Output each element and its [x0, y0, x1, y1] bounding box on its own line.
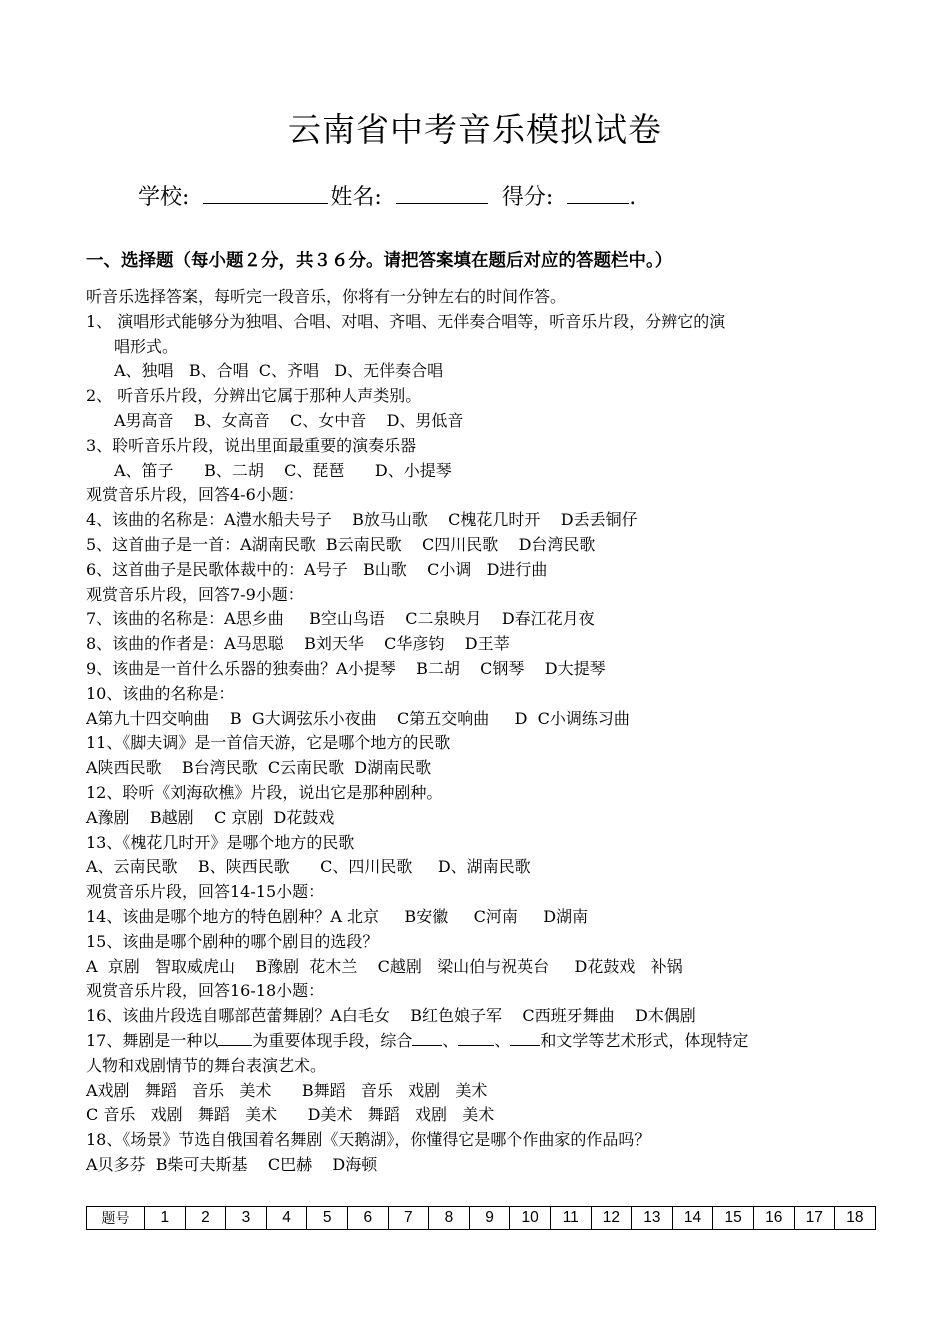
- q17-part-e: 和文学等艺术形式，体现特定: [540, 1030, 749, 1050]
- group-intro-14-15: 观赏音乐片段，回答14-15小题：: [86, 882, 325, 902]
- group-intro-16-18: 观赏音乐片段，回答16-18小题：: [86, 981, 325, 1001]
- question-number-cell: 18: [835, 1207, 876, 1230]
- question-number-cell: 16: [753, 1207, 794, 1230]
- question-number-cell: 13: [632, 1207, 673, 1230]
- question-18: 18、《场景》节选自俄国着名舞剧《天鹅湖》，你懂得它是哪个作曲家的作品吗？: [86, 1130, 651, 1150]
- name-field[interactable]: [396, 181, 488, 204]
- question-number-cell: 5: [307, 1207, 348, 1230]
- question-14: 14、该曲是哪个地方的特色剧种？A 北京 B安徽 C河南 D湖南: [86, 906, 589, 926]
- score-field[interactable]: [567, 181, 629, 204]
- question-number-cell: 9: [469, 1207, 510, 1230]
- question-2-options: A男高音 B、女高音 C、女中音 D、男低音: [114, 410, 464, 430]
- q17-blank-3[interactable]: [458, 1029, 494, 1046]
- score-label: 得分:: [501, 185, 554, 210]
- question-3: 3、聆听音乐片段，说出里面最重要的演奏乐器: [86, 435, 417, 455]
- question-16: 16、该曲片段选自哪部芭蕾舞剧？A白毛女 B红色娘子军 C西班牙舞曲 D木偶剧: [86, 1006, 696, 1026]
- name-label: 姓名:: [330, 185, 382, 210]
- q17-blank-1[interactable]: [218, 1029, 252, 1046]
- q17-part-d: 、: [494, 1030, 511, 1050]
- question-9: 9、该曲是一首什么乐器的独奏曲？A小提琴 B二胡 C钢琴 D大提琴: [86, 658, 606, 678]
- question-1-cont: 唱形式。: [114, 336, 179, 356]
- q17-blank-4[interactable]: [510, 1029, 540, 1046]
- question-15-options: A 京剧 智取威虎山 B豫剧 花木兰 C越剧 梁山伯与祝英台 D花鼓戏 补锅: [86, 956, 683, 976]
- student-info: [138, 180, 636, 211]
- question-number-cell: 17: [794, 1207, 835, 1230]
- question-1-options: A、独唱 B、合唱 C、齐唱 D、无伴奏合唱: [114, 361, 444, 381]
- section-heading: 一、选择题（每小题２分，共３６分。请把答案填在题后对应的答题栏中。）: [86, 251, 673, 271]
- school-label: 学校:: [138, 185, 190, 210]
- question-11: 11、《脚夫调》是一首信天游，它是哪个地方的民歌: [86, 733, 451, 753]
- question-17-options-cd: C 音乐 戏剧 舞蹈 美术 D美术 舞蹈 戏剧 美术: [86, 1105, 495, 1125]
- group-intro-7-9: 观赏音乐片段，回答7-9小题：: [86, 584, 304, 604]
- question-17-options-ab: A戏剧 舞蹈 音乐 美术 B舞蹈 音乐 戏剧 美术: [86, 1080, 488, 1100]
- question-number-cell: 15: [713, 1207, 754, 1230]
- question-12-options: A豫剧 B越剧 C 京剧 D花鼓戏: [86, 807, 335, 827]
- question-number-cell: 2: [185, 1207, 226, 1230]
- question-number-cell: 1: [145, 1207, 186, 1230]
- question-3-options: A、笛子 B、二胡 C、琵琶 D、小提琴: [114, 460, 452, 480]
- question-11-options: A陕西民歌 B台湾民歌 C云南民歌 D湖南民歌: [86, 758, 432, 778]
- q17-part-c: 、: [442, 1030, 459, 1050]
- question-number-cell: 8: [429, 1207, 470, 1230]
- answer-table-label: 题号: [87, 1207, 145, 1230]
- question-number-cell: 14: [672, 1207, 713, 1230]
- instruction: 听音乐选择答案，每听完一段音乐，你将有一分钟左右的时间作答。: [86, 287, 567, 306]
- question-4: 4、该曲的名称是：A澧水船夫号子 B放马山歌 C槐花几时开 D丢丢铜仔: [86, 510, 638, 530]
- page-title: 云南省中考音乐模拟试卷: [288, 110, 662, 149]
- question-2: 2、 听音乐片段，分辨出它属于那种人声类别。: [86, 386, 422, 406]
- question-12: 12、聆听《刘海砍樵》片段，说出它是那种剧种。: [86, 782, 443, 802]
- group-intro-4-6: 观赏音乐片段，回答4-6小题：: [86, 485, 304, 505]
- question-number-cell: 10: [510, 1207, 551, 1230]
- question-18-options: A贝多芬 B柴可夫斯基 C巴赫 D海顿: [86, 1154, 378, 1174]
- question-5: 5、这首曲子是一首：A湖南民歌 B云南民歌 C四川民歌 D台湾民歌: [86, 534, 596, 554]
- question-10: 10、该曲的名称是：: [86, 683, 235, 703]
- q17-blank-2[interactable]: [412, 1029, 442, 1046]
- question-number-cell: 4: [266, 1207, 307, 1230]
- question-number-cell: 6: [347, 1207, 388, 1230]
- question-10-options: A第九十四交响曲 B G大调弦乐小夜曲 C第五交响曲 D C小调练习曲: [86, 708, 630, 728]
- question-15: 15、该曲是哪个剧种的哪个剧目的选段？: [86, 931, 379, 951]
- question-list: [86, 285, 876, 1178]
- question-number-cell: 7: [388, 1207, 429, 1230]
- answer-table-header-row: [87, 1207, 876, 1230]
- school-field[interactable]: [203, 181, 328, 204]
- question-number-cell: 11: [550, 1207, 591, 1230]
- q17-part-b: 为重要体现手段，综合: [252, 1030, 413, 1050]
- question-7: 7、该曲的名称是：A思乡曲 B空山鸟语 C二泉映月 D春江花月夜: [86, 609, 595, 629]
- question-17: [86, 1029, 876, 1054]
- question-number-cell: 12: [591, 1207, 632, 1230]
- question-1: 1、 演唱形式能够分为独唱、合唱、对唱、齐唱、无伴奏合唱等，听音乐片段，分辨它的演: [86, 311, 726, 331]
- question-17-cont: 人物和戏剧情节的舞台表演艺术。: [86, 1055, 327, 1075]
- question-13-options: A、云南民歌 B、陕西民歌 C、四川民歌 D、湖南民歌: [86, 857, 531, 877]
- question-6: 6、这首曲子是民歌体裁中的：A号子 B山歌 C小调 D进行曲: [86, 559, 548, 579]
- q17-part-a: 17、舞剧是一种以: [86, 1030, 219, 1050]
- question-13: 13、《槐花几时开》是哪个地方的民歌: [86, 832, 355, 852]
- question-number-cell: 3: [226, 1207, 267, 1230]
- answer-table: [86, 1206, 876, 1230]
- question-8: 8、该曲的作者是：A马思聪 B刘天华 C华彦钧 D王莘: [86, 634, 510, 654]
- score-end: .: [629, 185, 637, 210]
